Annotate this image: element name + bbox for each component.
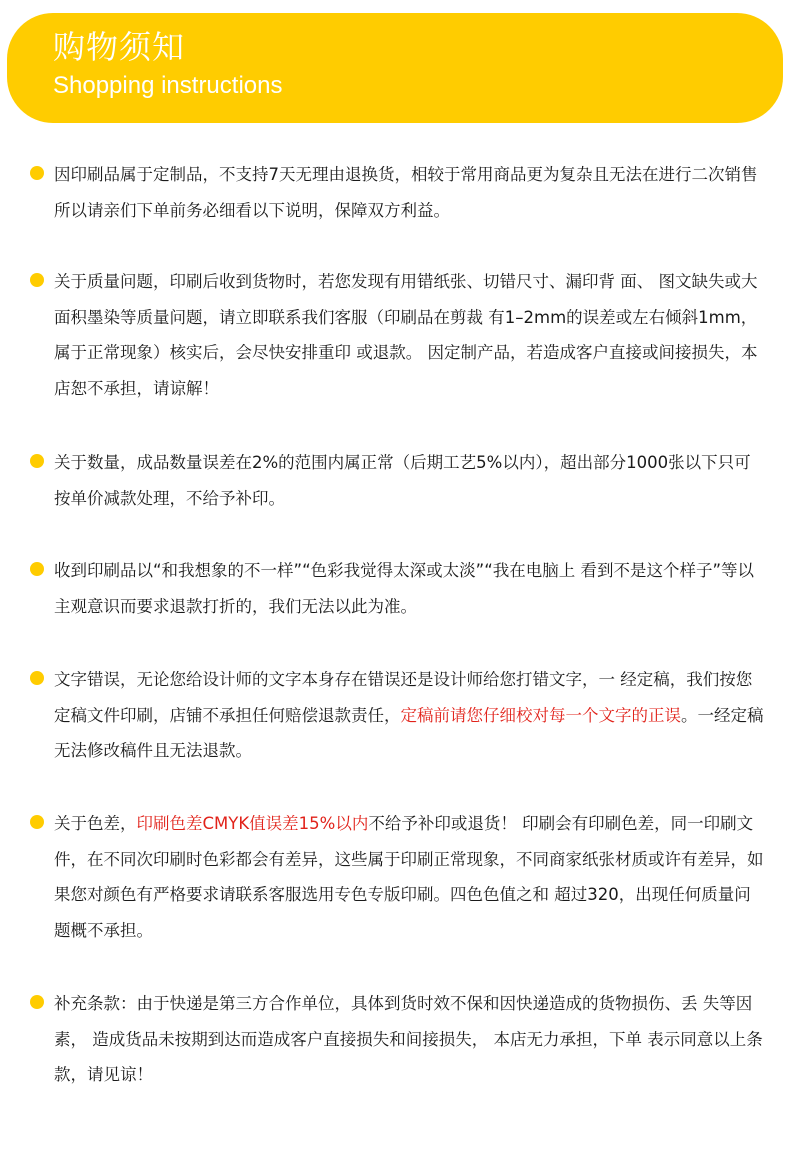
notice-text — [54, 662, 766, 769]
notice-text: 因印刷品属于定制品，不支持7天无理由退换货，相较于常用商品更为复杂且无法在进行二次销售所以请亲们下单前务必细看以下说明，保障双方利益。 — [54, 165, 758, 220]
notice-item-quality — [30, 264, 766, 406]
bullet-dot-icon — [30, 454, 44, 468]
bullet-dot-icon — [30, 273, 44, 287]
notice-text: 收到印刷品以“和我想象的不一样”“色彩我觉得太深或太淡”“我在电脑上 看到不是这个样子”等以主观意识而要求退款打折的，我们无法以此为准。 — [54, 561, 755, 616]
page-subtitle: Shopping instructions — [53, 72, 283, 99]
notice-text: 关于质量问题，印刷后收到货物时，若您发现有用错纸张、切错尺寸、漏印背 面、 图文缺失或大面积墨染等质量问题，请立即联系我们客服（印刷品在剪裁 有1–2mm的误差或左右倾斜1mm，属于正常现象）核实后，会尽快安排重印 或退款。 因定制产品，若造成客户直接或间接损失，本店恕不承担，请谅解！ — [54, 272, 758, 398]
notice-item-color-difference — [30, 806, 766, 948]
page-title: 购物须知 — [53, 28, 186, 66]
bullet-dot-icon — [30, 166, 44, 180]
bullet-dot-icon — [30, 671, 44, 685]
notice-text-part: 不给予补印或退货！ 印刷会有印刷色差，同一印刷文件，在不同次印刷时色彩都会有差异，这些属于印刷正常现象，不同商家纸张材质或许有差异，如果您对颜色有严格要求请联系客服选用专色专版印刷。四色色值之和 超过320，出现任何质量问题概不承担。 — [54, 814, 764, 940]
bullet-dot-icon — [30, 995, 44, 1009]
bullet-dot-icon — [30, 815, 44, 829]
notice-item-text-errors — [30, 662, 766, 769]
header-banner — [7, 13, 783, 123]
notice-text — [54, 806, 766, 948]
bullet-dot-icon — [30, 562, 44, 576]
notice-text-part: 关于色差， — [54, 814, 137, 833]
notice-item-supplementary — [30, 986, 766, 1093]
notice-text-part: 。一经定稿无法修改稿件且无法退款。 — [54, 705, 764, 760]
notice-text: 关于数量，成品数量误差在2%的范围内属正常（后期工艺5%以内），超出部分1000张以下只可按单价减款处理，不给予补印。 — [54, 453, 751, 508]
notice-highlight: 印刷色差CMYK值误差15%以内 — [136, 814, 369, 833]
notice-item-quantity — [30, 445, 766, 516]
notice-item-subjective — [30, 553, 766, 624]
notice-text-part: 文字错误，无论您给设计师的文字本身存在错误还是设计师给您打错文字，一 经定稿，我们按您定稿文件印刷，店铺不承担任何赔偿退款责任， — [54, 670, 753, 725]
notice-item-returns — [30, 157, 766, 228]
notice-text: 补充条款：由于快递是第三方合作单位，具体到货时效不保和因快递造成的货物损伤、丢 失等因素， 造成货品未按期到达而造成客户直接损失和间接损失， 本店无力承担，下单 表示同意以上条款，请见谅！ — [54, 994, 763, 1084]
notice-highlight: 定稿前请您仔细校对每一个文字的正误 — [400, 705, 681, 725]
